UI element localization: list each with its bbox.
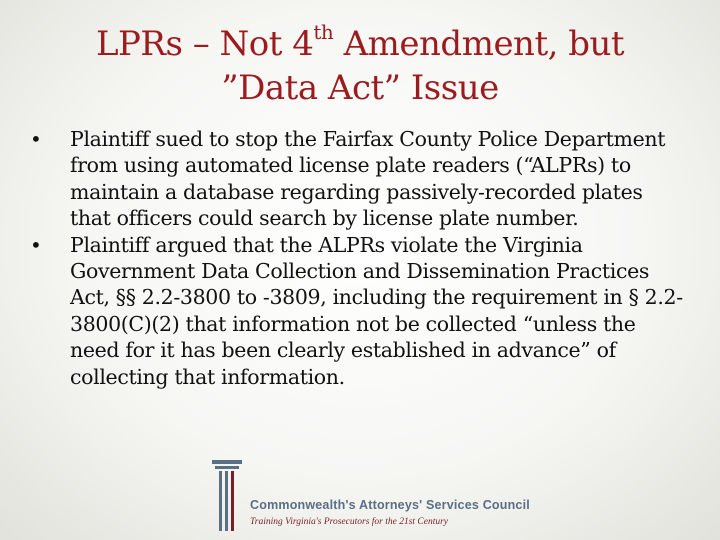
bullet-icon: • [30,127,42,151]
bullet-item [24,232,684,390]
title-line-2: ”Data Act” Issue [221,68,499,108]
bullet-list [24,126,684,390]
title-superscript: th [313,19,334,44]
bullet-text: Plaintiff argued that the ALPRs violate the Virginia Government Data Collection and Dissemination Practices Act, §§ 2.2-3800 to -3809, including the requirement in § 2.2-3800(C)(2) that information not be collected “unless the need for it has been clearly established in advance” of collecting that information. [70,232,683,389]
logo-tagline: Training Virginia's Prosecutors for the 21st Century [250,517,449,527]
logo-name: Commonwealth's Attorneys' Services Council [250,498,530,512]
title-line-1: LPRs – Not 4th Amendment, but [95,19,625,64]
column-icon [210,458,244,534]
bullet-text: Plaintiff sued to stop the Fairfax County Police Department from using automated license plate readers (“ALPRs) to maintain a database regarding passively-recorded plates that officers could search by license plate number. [70,127,666,231]
organization-logo [210,458,530,534]
bullet-icon: • [30,232,42,257]
bullet-item [24,126,684,232]
slide-title [40,19,680,110]
